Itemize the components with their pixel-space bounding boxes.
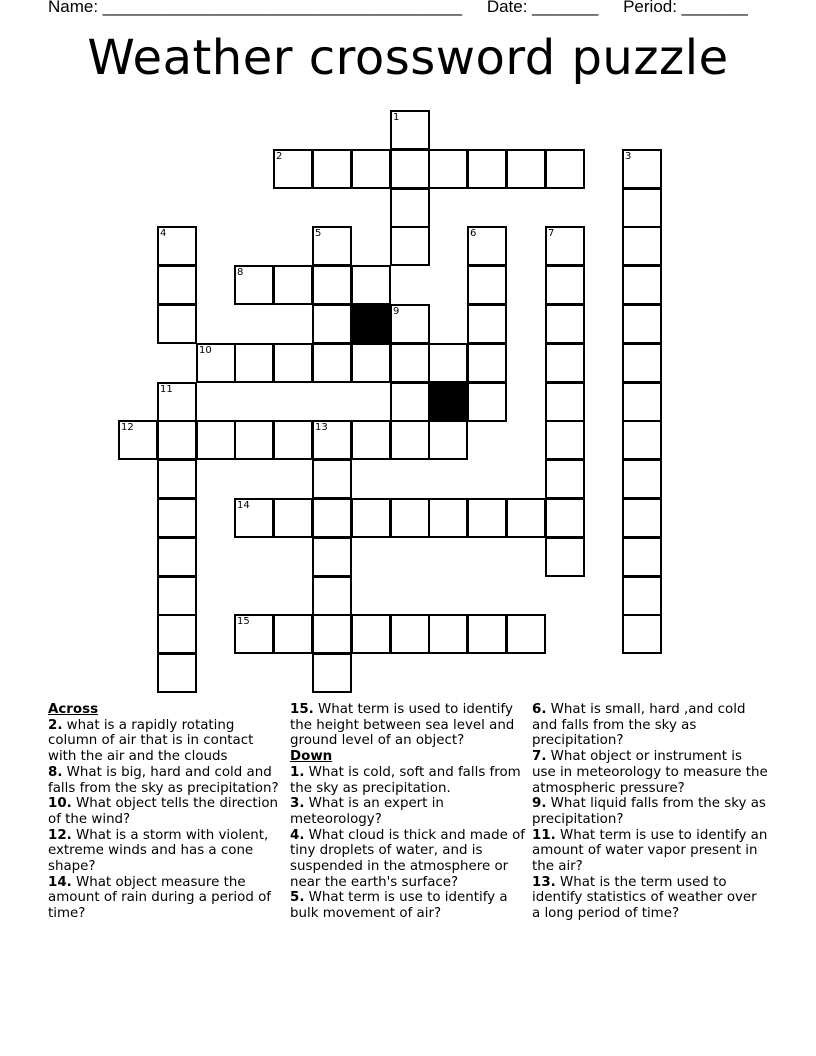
clue-number: 8 [237,267,244,278]
grid-cell[interactable] [467,226,507,266]
grid-cell[interactable] [273,498,313,538]
clue-across-8: 8. What is big, hard and cold and falls from the sky as precipitation? [48,764,279,796]
grid-cell[interactable] [428,420,468,460]
grid-cell[interactable] [351,265,391,305]
grid-cell[interactable] [157,304,197,344]
grid-cell[interactable] [390,188,430,228]
grid-cell[interactable] [506,498,546,538]
grid-cell[interactable] [506,614,546,654]
grid-cell[interactable] [622,149,662,189]
grid-cell[interactable] [545,226,585,266]
grid-cell[interactable] [351,614,391,654]
grid-cell[interactable] [312,614,352,654]
grid-cell[interactable] [622,343,662,383]
grid-cell[interactable] [273,149,313,189]
grid-cell[interactable] [312,265,352,305]
grid-cell[interactable] [390,304,430,344]
grid-cell[interactable] [312,537,352,577]
grid-cell[interactable] [545,420,585,460]
grid-cell[interactable] [312,498,352,538]
clue-number: 13 [315,422,328,433]
grid-cell[interactable] [273,420,313,460]
clue-number: 1 [393,112,400,123]
grid-cell[interactable] [157,653,197,693]
grid-cell[interactable] [157,459,197,499]
across-heading: Across [48,702,99,717]
grid-cell[interactable] [390,382,430,422]
grid-cell[interactable] [196,420,236,460]
grid-cell[interactable] [312,304,352,344]
grid-cell[interactable] [196,343,236,383]
grid-cell[interactable] [234,614,274,654]
clue-across-14: 14. What object measure the amount of rain during a period of time? [48,874,271,922]
grid-cell[interactable] [234,265,274,305]
name-field[interactable]: Name: ______________________________________ [48,0,463,16]
clue-number: 7 [548,228,555,239]
grid-cell[interactable] [351,149,391,189]
grid-cell[interactable] [390,420,430,460]
grid-cell[interactable] [157,576,197,616]
grid-cell[interactable] [312,459,352,499]
clue-across-12: 12. What is a storm with violent, extreme winds and has a cone shape? [48,827,269,875]
grid-cell[interactable] [312,149,352,189]
grid-cell[interactable] [157,226,197,266]
grid-cell[interactable] [312,420,352,460]
clue-number: 15 [237,616,250,627]
page-title: Weather crossword puzzle [87,30,729,86]
grid-cell[interactable] [506,149,546,189]
grid-cell[interactable] [273,265,313,305]
grid-cell[interactable] [622,188,662,228]
grid-cell[interactable] [428,614,468,654]
grid-cell[interactable] [622,382,662,422]
period-field[interactable]: Period: _______ [623,0,748,16]
clue-across-2: 2. what is a rapidly rotating column of air that is in contact with the air and the clouds [48,717,254,765]
grid-cell[interactable] [390,149,430,189]
grid-cell[interactable] [622,498,662,538]
grid-cell[interactable] [157,537,197,577]
clue-down-4: 4. What cloud is thick and made of tiny droplets of water, and is suspended in the atmosphere or near the earth's surface? [290,827,526,890]
clue-number: 5 [315,228,322,239]
grid-cell[interactable] [312,343,352,383]
clue-across-10: 10. What object tells the direction of the wind? [48,796,279,827]
grid-cell[interactable] [234,420,274,460]
grid-cell[interactable] [545,498,585,538]
clue-number: 10 [199,345,212,356]
grid-cell[interactable] [467,304,507,344]
grid-cell[interactable] [390,498,430,538]
grid-cell[interactable] [622,614,662,654]
grid-cell[interactable] [273,343,313,383]
grid-cell[interactable] [428,498,468,538]
grid-cell[interactable] [622,576,662,616]
grid-cell[interactable] [545,149,585,189]
clue-across-15: 15. What term is used to identify the height between sea level and ground level of an object? [290,702,515,749]
clue-number: 9 [393,306,400,317]
grid-cell[interactable] [312,576,352,616]
grid-cell[interactable] [390,226,430,266]
grid-cell[interactable] [467,265,507,305]
grid-cell[interactable] [351,420,391,460]
clue-number: 11 [160,384,173,395]
clues-column-1 [48,702,284,922]
grid-cell[interactable] [545,304,585,344]
grid-cell[interactable] [390,110,430,150]
clue-down-13: 13. What is the term used to identify statistics of weather over a long period of time? [532,874,757,922]
grid-cell[interactable] [467,343,507,383]
clue-number: 14 [237,500,250,511]
clue-down-5: 5. What term is use to identify a bulk movement of air? [290,890,508,922]
grid-cell[interactable] [545,459,585,499]
grid-cell[interactable] [467,614,507,654]
clues-column-2 [290,702,526,922]
grid-cell[interactable] [622,459,662,499]
grid-cell[interactable] [118,420,158,460]
grid-cell[interactable] [545,537,585,577]
grid-cell[interactable] [157,614,197,654]
grid-cell[interactable] [622,265,662,305]
grid-cell[interactable] [622,226,662,266]
grid-cell[interactable] [312,653,352,693]
clue-number: 3 [625,151,632,162]
grid-cell[interactable] [234,498,274,538]
clue-number: 6 [470,228,477,239]
grid-cell[interactable] [157,265,197,305]
grid-cell[interactable] [545,343,585,383]
grid-cell[interactable] [351,498,391,538]
grid-cell[interactable] [622,420,662,460]
grid-cell[interactable] [622,537,662,577]
grid-cell[interactable] [157,498,197,538]
grid-cell[interactable] [467,498,507,538]
clue-number: 12 [121,422,134,433]
clue-down-1: 1. What is cold, soft and falls from the sky as precipitation. [290,764,521,796]
grid-cell[interactable] [545,382,585,422]
grid-cell[interactable] [157,420,197,460]
black-square [428,382,468,422]
grid-cell[interactable] [390,343,430,383]
clue-down-7: 7. What object or instrument is use in meteorology to measure the atmospheric pressure? [532,749,768,796]
grid-cell[interactable] [467,382,507,422]
grid-cell[interactable] [428,343,468,383]
grid-cell[interactable] [622,304,662,344]
black-square [351,304,391,344]
grid-cell[interactable] [390,614,430,654]
grid-cell[interactable] [467,149,507,189]
clues-column-3 [532,702,768,922]
grid-cell[interactable] [312,226,352,266]
date-field[interactable]: Date: _______ [486,0,599,16]
grid-cell[interactable] [428,149,468,189]
clue-number: 4 [160,228,167,239]
grid-cell[interactable] [351,343,391,383]
grid-cell[interactable] [157,382,197,422]
grid-cell[interactable] [273,614,313,654]
down-heading: Down [290,749,333,765]
grid-cell[interactable] [545,265,585,305]
clue-down-3: 3. What is an expert in meteorology? [290,796,444,827]
grid-cell[interactable] [234,343,274,383]
clue-down-11: 11. What term is use to identify an amount of water vapor present in the air? [532,827,768,875]
clue-number: 2 [276,151,283,162]
clue-down-9: 9. What liquid falls from the sky as precipitation? [532,796,766,827]
clue-down-6: 6. What is small, hard ,and cold and falls from the sky as precipitation? [532,702,746,749]
